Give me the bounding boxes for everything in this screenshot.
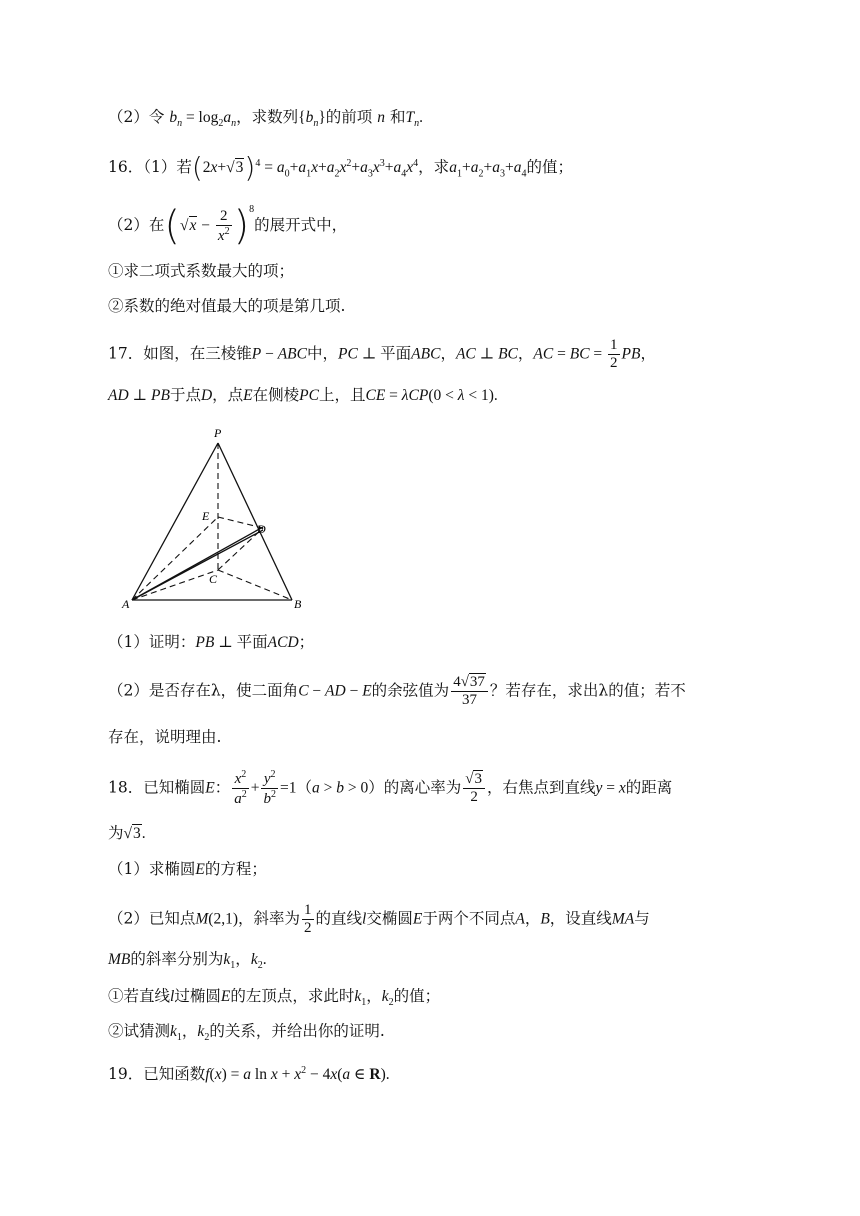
- q18-item-2: ②试猜测$k_1$，$k_2$的关系，并给出你的证明.: [108, 1022, 385, 1044]
- q18-stem-1: 18．已知椭圆E： $\frac{x^2}{a^2}$ + $\frac{y^2}{b^2}$ =1（a > b > 0）的离心率为 $\frac{√3}{2}$ ，右焦点到直线y = x的距离: [108, 769, 673, 807]
- q18-part2-cont: MB的斜率分别为$k_1$，$k_2$.: [108, 950, 267, 972]
- q17-part2-cont: 存在，说明理由.: [108, 728, 222, 746]
- q16-part1: 16．（1）若$(2x+√3)^4 = a_0+a_1x+a_2x^2+a_3x^3+a_4x^4$，求$a_1+a_2+a_3+a_4$的值；: [108, 151, 573, 184]
- label-E: E: [202, 509, 210, 523]
- q17-stem-1: 17．如图，在三棱锥P − ABC中，PC ⊥ 平面ABC，AC ⊥ BC，AC = BC = $\frac{1}{2}$ PB，: [108, 337, 656, 371]
- q16-part2: （2）在(√x − $\frac{2}{x^2}$ )$^8$的展开式中，: [108, 203, 348, 249]
- q18-part1: （1）求椭圆E的方程；: [108, 860, 267, 878]
- q18-item-1: ①若直线l过椭圆E的左顶点，求此时$k_1$，$k_2$的值；: [108, 987, 441, 1009]
- label-C: C: [209, 572, 218, 586]
- q17-stem-2: AD ⊥ PB于点D，点E在侧棱PC上，且CE = λCP(0 < λ < 1).: [108, 386, 498, 404]
- q16-item-2: ②系数的绝对值最大的项是第几项.: [108, 297, 346, 315]
- q15-part2: （2）令 $b_n = \log_2a_n$，求数列$\{b_n\}$的前项 n 和$T_n$.: [108, 108, 423, 130]
- pyramid-figure: [118, 425, 318, 615]
- label-A: A: [122, 597, 130, 611]
- q19-stem: 19．已知函数f(x) = a $\ln x + x^2 - 4x(a$ ∈ R).: [108, 1065, 390, 1084]
- q16-item-1: ①求二项式系数最大的项；: [108, 262, 295, 280]
- q18-part2: （2）已知点M(2,1)，斜率为 $\frac{1}{2}$ 的直线l交椭圆E于两个不同点A，B，设直线MA与: [108, 902, 650, 936]
- q17-part2: （2）是否存在λ，使二面角C − AD − E的余弦值为 $\frac{4√37}{37}$ ？若存在，求出λ的值；若不: [108, 674, 686, 708]
- q17-part1: （1）证明：PB ⊥ 平面ACD；: [108, 633, 315, 651]
- label-D: D: [257, 522, 266, 536]
- q18-stem-2: 为√3.: [108, 824, 146, 842]
- label-B: B: [294, 597, 302, 611]
- label-P: P: [214, 426, 222, 440]
